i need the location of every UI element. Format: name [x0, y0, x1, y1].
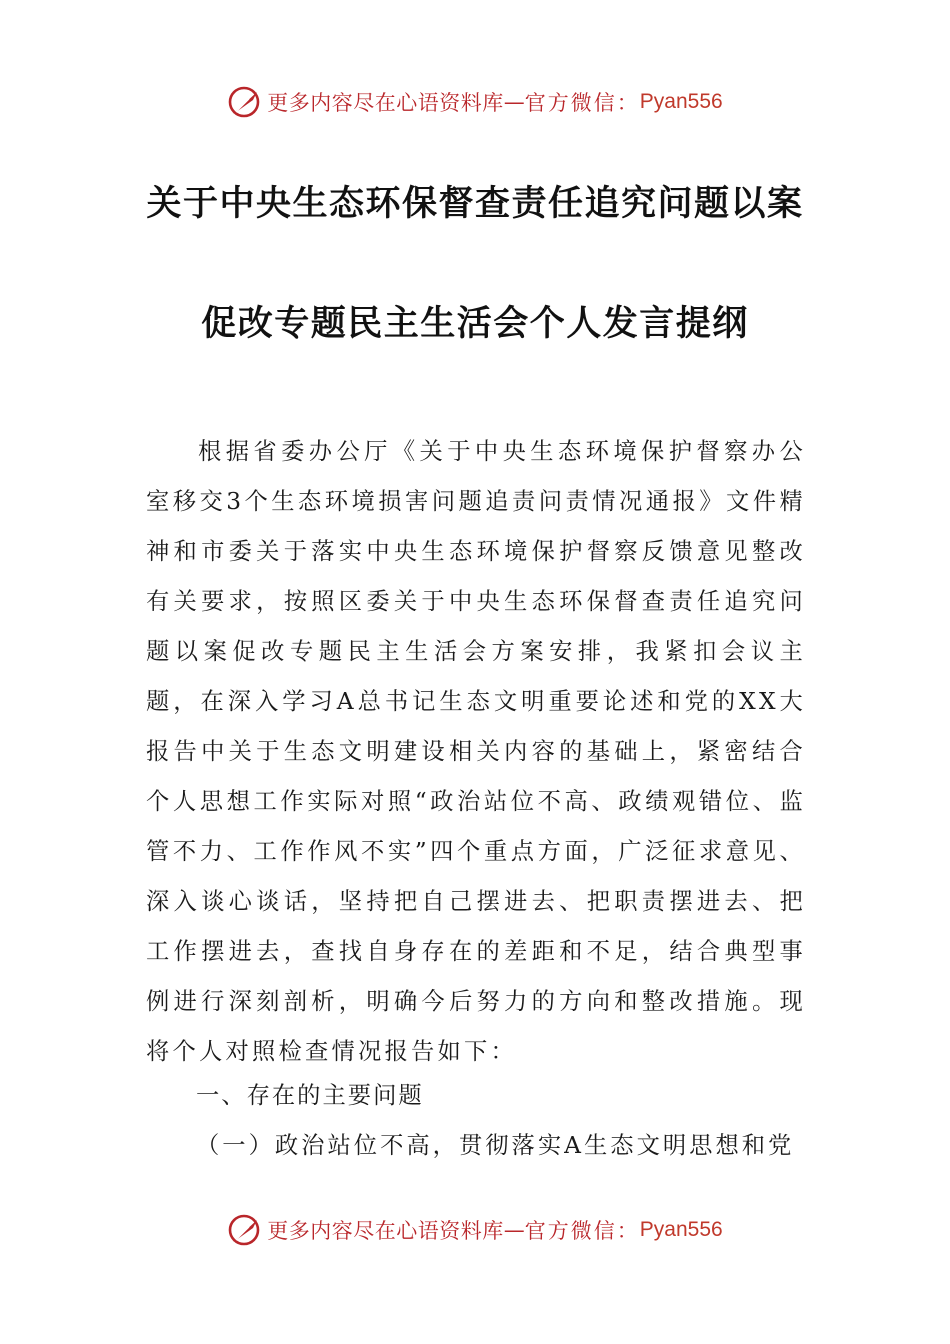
banner-wechat-id: Pyan556 [639, 1218, 723, 1241]
banner-wechat-id: Pyan556 [639, 90, 723, 113]
watermark-banner-top [0, 82, 950, 122]
quill-logo-icon [227, 84, 263, 120]
watermark-banner-bottom [0, 1210, 950, 1250]
document-title-line2: 促改专题民主生活会个人发言提纲 [201, 304, 749, 344]
quill-logo-icon [227, 1212, 263, 1248]
banner-text: 更多内容尽在心语资料库 [267, 1219, 504, 1243]
banner-dash: — [503, 90, 525, 114]
banner-text: 更多内容尽在心语资料库 [267, 91, 504, 115]
body-paragraph: 根据省委办公厅《关于中央生态环境保护督察办公室移交3个生态环境损害问题追责问责情况通报》文件精神和市委关于落实中央生态环境保护督察反馈意见整改有关要求，按照区委关于中央生态环保督查责任追究问题以案促改专题民主生活会方案安排，我紧扣会议主题，在深入学习A总书记生态文明重要论述和党的XX大报告中关于生态文明建设相关内容的基础上，紧密结合个人思想工作实际对照“政治站位不高、政绩观错位、监管不力、工作作风不实”四个重点方面，广泛征求意见、深入谈心谈话，坚持把自己摆进去、把职责摆进去、把工作摆进去，查找自身存在的差距和不足，结合典型事例进行深刻剖析，明确今后努力的方向和整改措施。现将个人对照检查情况报告如下： [146, 438, 806, 1065]
banner-wechat-label: 官方微信： [524, 1219, 640, 1243]
banner-dash: — [503, 1218, 525, 1242]
section-heading: 一、存在的主要问题 [196, 1082, 424, 1109]
document-body [146, 427, 806, 1077]
banner-wechat-label: 官方微信： [524, 91, 640, 115]
subsection-heading: （一）政治站位不高，贯彻落实A生态文明思想和党 [196, 1132, 795, 1159]
document-title-line1: 关于中央生态环保督查责任追究问题以案 [146, 184, 804, 224]
